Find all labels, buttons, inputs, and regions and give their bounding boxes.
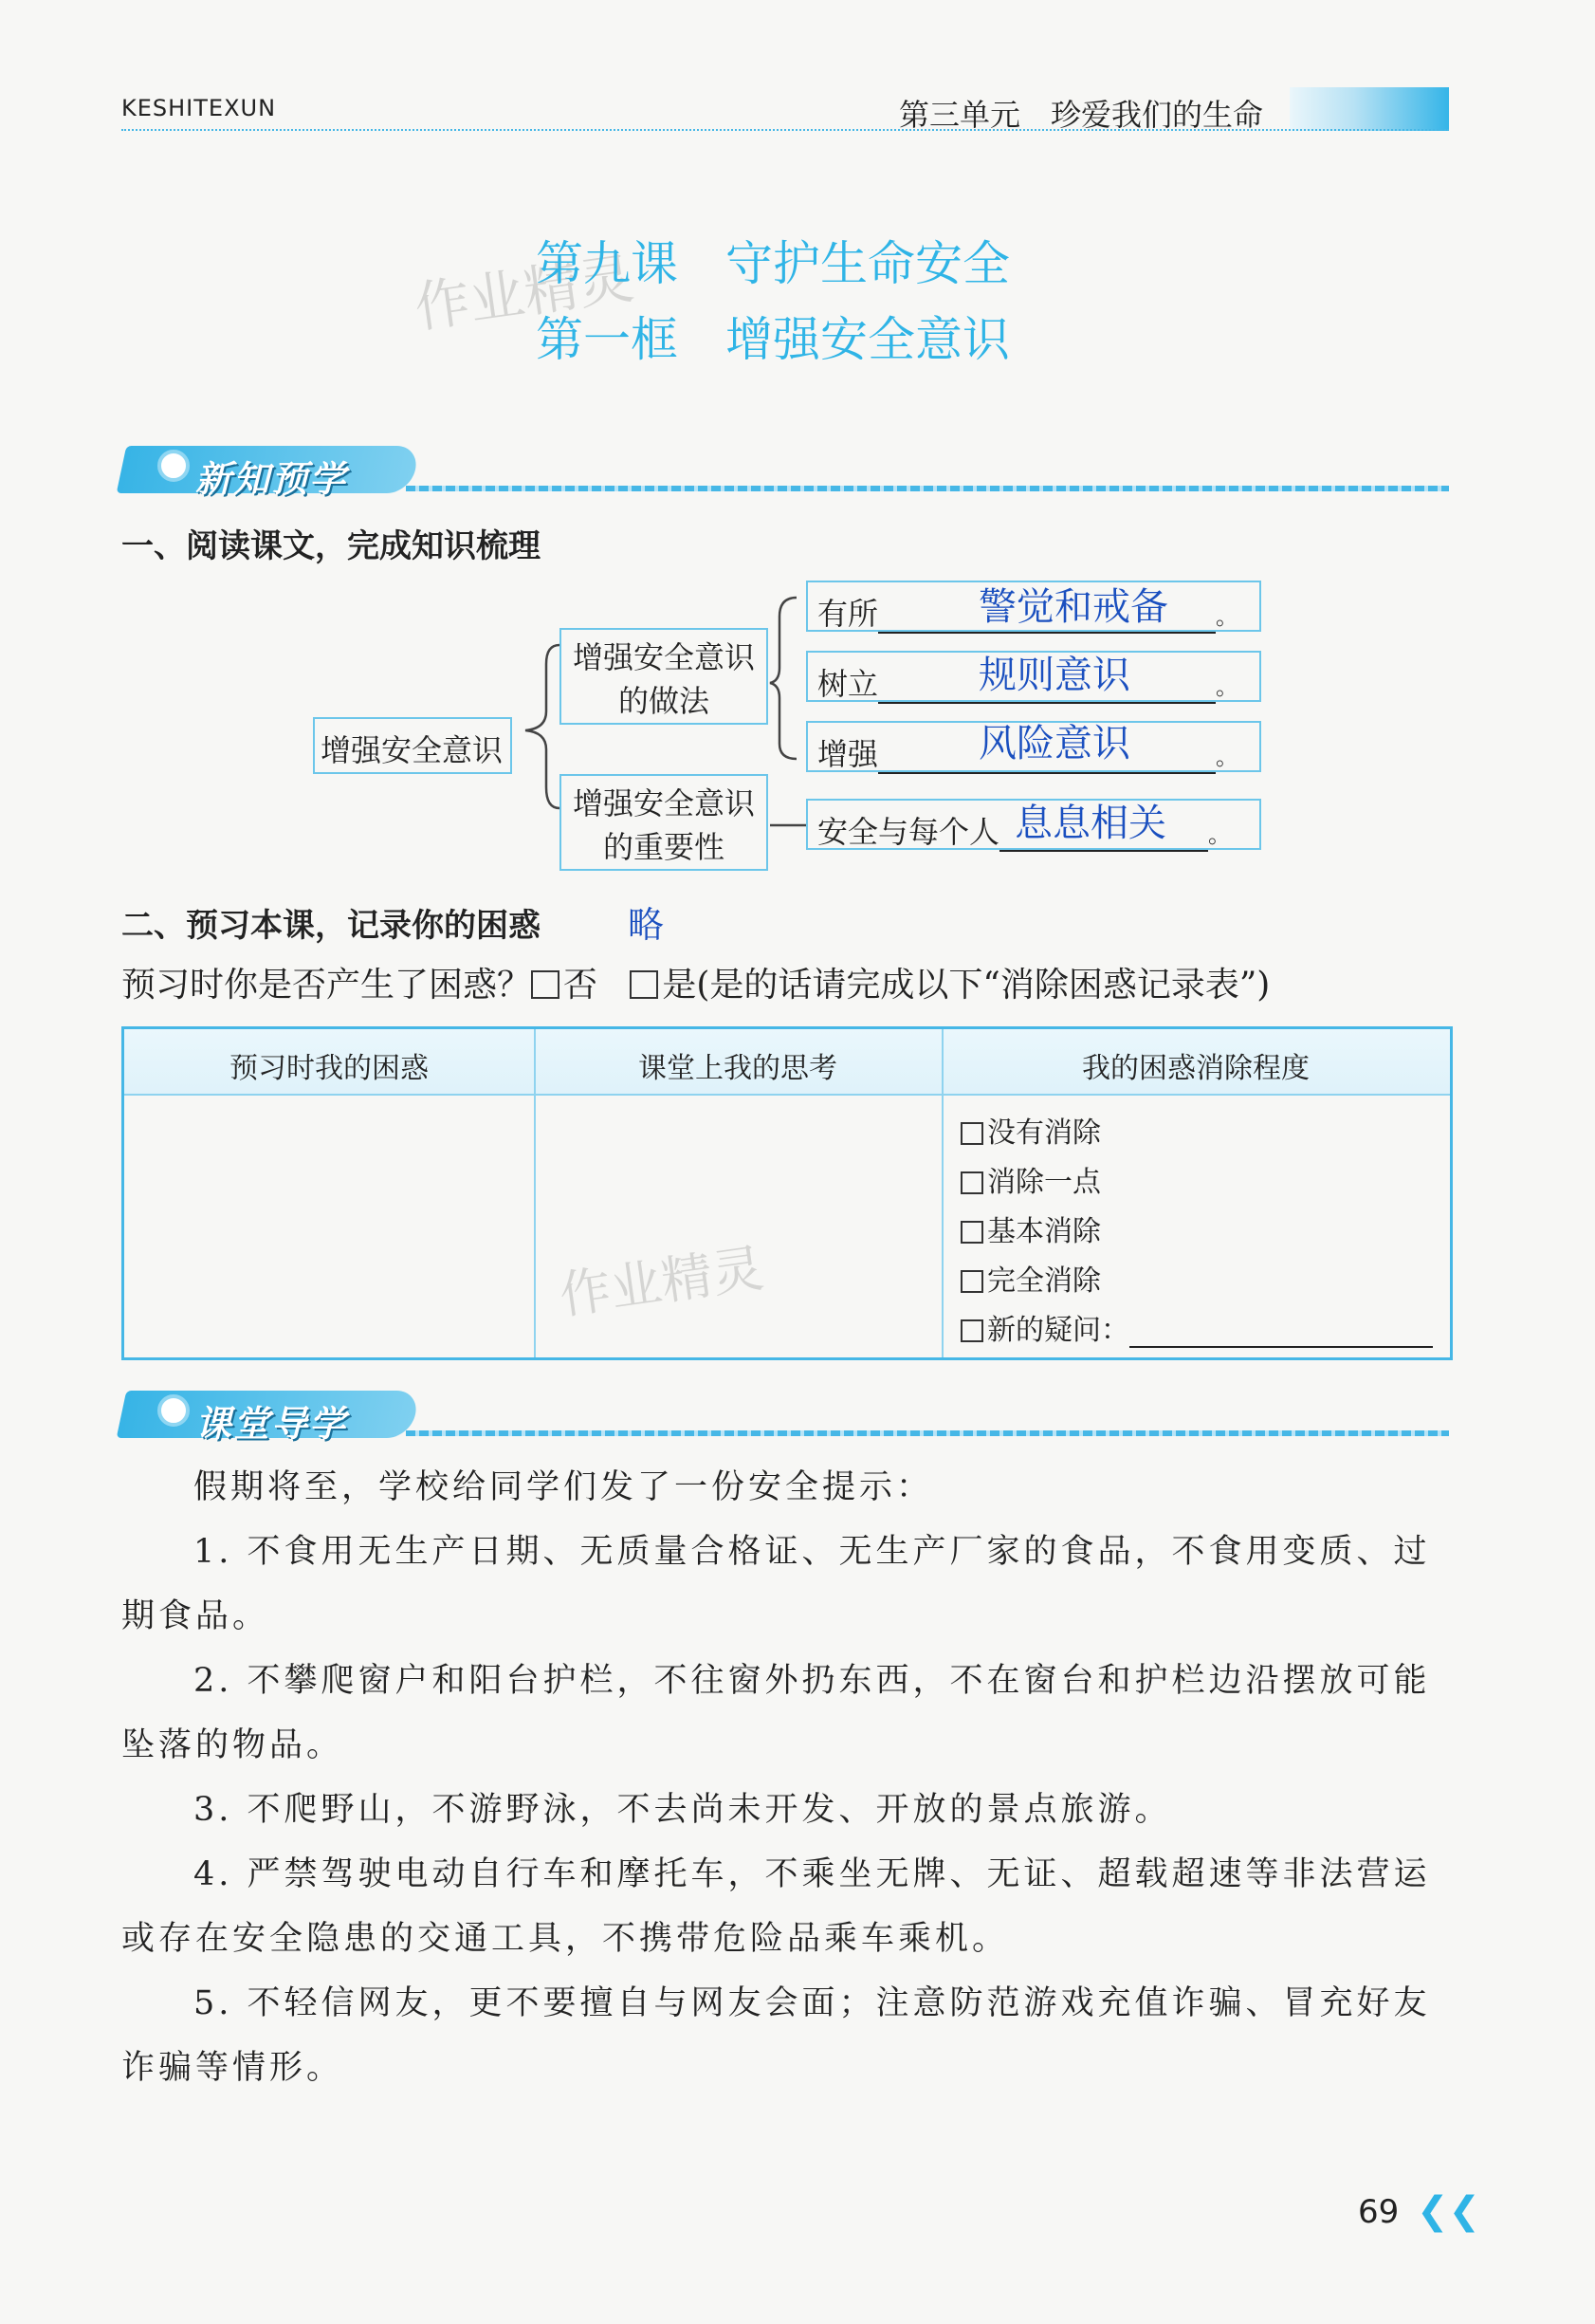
option-mostly[interactable] <box>961 1208 1101 1249</box>
page-number: 69 <box>1358 2193 1400 2231</box>
banner-rule <box>406 1430 1449 1436</box>
pen-icon <box>157 1394 190 1427</box>
part1-heading: 一、阅读课文，完成知识梳理 <box>121 527 541 565</box>
leaf-end: 。 <box>1208 821 1232 848</box>
col-header-thinking: 课堂上我的思考 <box>638 1052 837 1085</box>
option-label: 新的疑问： <box>987 1314 1129 1347</box>
intro-paragraph: 假期将至，学校给同学们发了一份安全提示： <box>193 1468 934 1506</box>
part2-heading: 二、预习本课，记录你的困惑 <box>121 907 541 945</box>
question-text: 预习时你是否产生了困惑？ <box>121 966 532 1005</box>
banner-label: 课堂导学 <box>195 1403 348 1445</box>
banner-label: 新知预学 <box>195 458 348 500</box>
safety-item-2: 2. 不攀爬窗户和阳台护栏，不往窗外扔东西，不在窗台和护栏边沿摆放可能坠落的物品。 <box>121 1662 1431 1764</box>
brand-label: KESHITEXUN <box>121 95 277 121</box>
mindmap-branch-importance: 增强安全意识的重要性 <box>559 774 768 871</box>
leaf-answer: 警觉和戒备 <box>979 585 1168 629</box>
option-yes-label: 是(是的话请完成以下“消除困惑记录表”) <box>662 966 1271 1005</box>
lesson-title: 第九课 守护生命安全 <box>536 236 1010 291</box>
option-a-little[interactable] <box>961 1158 1101 1200</box>
leaf-answer: 风险意识 <box>979 722 1130 765</box>
unit-title: 第三单元 珍爱我们的生命 <box>899 97 1264 133</box>
option-label: 消除一点 <box>987 1166 1101 1199</box>
section-title: 第一框 增强安全意识 <box>536 312 1010 367</box>
checkbox[interactable] <box>961 1270 983 1293</box>
header-divider <box>121 129 1449 131</box>
option-no-label: 否 <box>563 966 598 1005</box>
leaf-prefix: 树立 <box>817 666 879 702</box>
mindmap-branch-methods: 增强安全意识的做法 <box>559 628 768 725</box>
magnifier-icon <box>157 450 190 482</box>
option-label: 完全消除 <box>987 1264 1101 1298</box>
col-header-confusion: 预习时我的困惑 <box>229 1052 429 1085</box>
leaf-end: 。 <box>1216 603 1239 630</box>
option-label: 没有消除 <box>987 1116 1101 1150</box>
safety-item-4: 4. 严禁驾驶电动自行车和摩托车，不乘坐无牌、无证、超载超速等非法营运或存在安全隐患的交通工具，不携带危险品乘车乘机。 <box>121 1855 1431 1958</box>
option-fully[interactable] <box>961 1257 1101 1299</box>
mindmap-leaf <box>806 651 1261 702</box>
chevron-left-icon: ❮❮ <box>1417 2189 1481 2233</box>
confusion-question <box>121 958 1270 1006</box>
option-not-resolved[interactable] <box>961 1109 1101 1151</box>
checkbox[interactable] <box>961 1122 983 1145</box>
leaf-end: 。 <box>1216 744 1239 770</box>
safety-item-5: 5. 不轻信网友，更不要擅自与网友会面；注意防范游戏充值诈骗、冒充好友诈骗等情形。 <box>121 1984 1431 2087</box>
banner-rule <box>406 486 1449 491</box>
watermark-table: 作业精灵 <box>556 1238 767 1326</box>
checkbox-no[interactable] <box>531 970 559 999</box>
leaf-prefix: 安全与每个人 <box>817 814 1000 850</box>
leaf-end: 。 <box>1216 673 1239 700</box>
leaf-prefix: 增强 <box>817 736 879 772</box>
safety-item-3: 3. 不爬野山，不游野泳，不去尚未开发、开放的景点旅游。 <box>193 1791 1172 1829</box>
checkbox[interactable] <box>961 1319 983 1342</box>
new-question-blank[interactable] <box>1129 1321 1433 1348</box>
option-label: 基本消除 <box>987 1215 1101 1248</box>
safety-item-1: 1. 不食用无生产日期、无质量合格证、无生产厂家的食品，不食用变质、过期食品。 <box>121 1533 1431 1635</box>
mindmap-root: 增强安全意识 <box>313 717 512 774</box>
col-header-degree: 我的困惑消除程度 <box>1082 1052 1310 1085</box>
leaf-answer: 规则意识 <box>979 654 1130 697</box>
checkbox[interactable] <box>961 1171 983 1194</box>
mindmap-leaf <box>806 799 1261 850</box>
confusion-table <box>121 1026 1453 1360</box>
checkbox-yes[interactable] <box>630 970 658 999</box>
leaf-prefix: 有所 <box>817 596 879 632</box>
banner-classroom <box>121 1391 1449 1444</box>
checkbox[interactable] <box>961 1221 983 1244</box>
header-color-band <box>1290 87 1449 131</box>
leaf-answer: 息息相关 <box>1015 802 1166 845</box>
watermark-top: 作业精灵 <box>411 246 638 341</box>
banner-preview <box>121 446 1449 499</box>
option-new-question[interactable] <box>961 1306 1433 1348</box>
mindmap-leaf <box>806 581 1261 632</box>
part2-answer: 略 <box>628 904 665 946</box>
mindmap-leaf <box>806 721 1261 772</box>
